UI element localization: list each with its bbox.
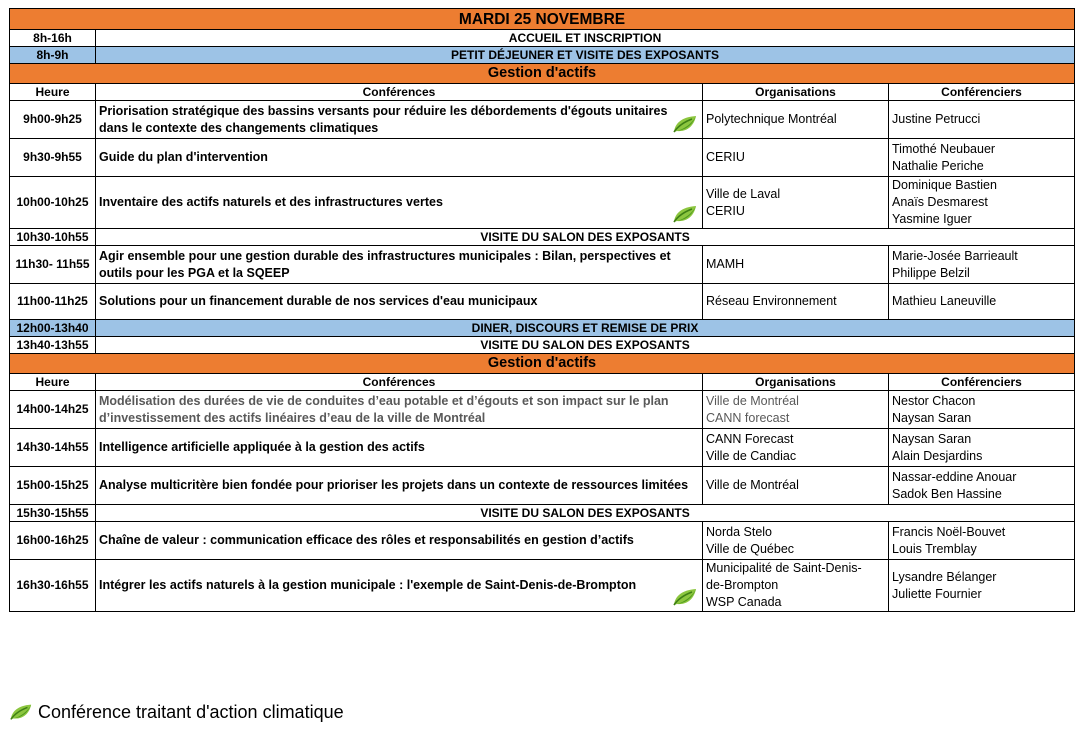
organisation: WSP Canada	[706, 595, 782, 609]
header-conferences: Conférences	[96, 374, 703, 391]
section-title-row	[10, 64, 1075, 84]
event-time: 15h30-15h55	[10, 505, 96, 522]
talk-time: 14h30-14h55	[10, 429, 96, 467]
legend-text: Conférence traitant d'action climatique	[38, 701, 344, 722]
talk-title: Intégrer les actifs naturels à la gestion municipale : l'exemple de Saint-Denis-de-Brompton	[99, 578, 637, 592]
header-conferences: Conférences	[96, 84, 703, 101]
talk-title-cell	[96, 284, 703, 320]
speaker: Francis Noël-Bouvet	[892, 524, 1006, 539]
event-time: 8h-9h	[10, 47, 96, 64]
event-row	[10, 47, 1075, 64]
event-row	[10, 337, 1075, 354]
organisations-cell	[703, 560, 889, 612]
event-label: VISITE DU SALON DES EXPOSANTS	[96, 337, 1075, 354]
section-title: Gestion d'actifs	[10, 354, 1075, 374]
event-label: VISITE DU SALON DES EXPOSANTS	[96, 229, 1075, 246]
talk-title-cell	[96, 101, 703, 139]
talk-time: 11h30- 11h55	[10, 246, 96, 284]
talk-row	[10, 467, 1075, 505]
speaker: Yasmine Iguer	[892, 212, 972, 226]
organisations-cell	[703, 139, 889, 177]
talk-title: Guide du plan d'intervention	[99, 150, 268, 164]
talk-row	[10, 177, 1075, 229]
schedule-body	[10, 9, 1075, 612]
organisations-cell	[703, 177, 889, 229]
talk-time: 14h00-14h25	[10, 391, 96, 429]
speaker: Naysan Saran	[892, 431, 972, 446]
organisation: Ville de Laval	[706, 186, 781, 201]
event-time: 10h30-10h55	[10, 229, 96, 246]
schedule-table	[9, 8, 1075, 612]
talk-row	[10, 284, 1075, 320]
speakers-cell	[889, 101, 1075, 139]
talk-title: Priorisation stratégique des bassins versants pour réduire les débordements d'égouts unitaires dans le contexte des changements climatiques	[99, 103, 668, 135]
speaker: Nathalie Periche	[892, 158, 984, 173]
organisation: CERIU	[706, 203, 745, 218]
talk-row	[10, 429, 1075, 467]
speakers-cell	[889, 467, 1075, 505]
talk-row	[10, 139, 1075, 177]
leaf-icon	[672, 114, 698, 134]
speakers-cell	[889, 284, 1075, 320]
organisation: Ville de Montréal	[706, 478, 799, 492]
talk-title: Agir ensemble pour une gestion durable des infrastructures municipales : Bilan, perspectives et outils pour les PGA et la SQEEP	[99, 248, 671, 280]
speaker: Naysan Saran	[892, 410, 972, 425]
talk-row	[10, 522, 1075, 560]
column-header-row	[10, 374, 1075, 391]
talk-title: Chaîne de valeur : communication efficace des rôles et responsabilités en gestion d’actifs	[99, 533, 634, 547]
talk-row	[10, 560, 1075, 612]
day-title: MARDI 25 NOVEMBRE	[10, 9, 1075, 30]
header-organisations: Organisations	[703, 84, 889, 101]
talk-title-cell	[96, 560, 703, 612]
organisation: Ville de Québec	[706, 541, 795, 556]
talk-title-cell	[96, 429, 703, 467]
speaker: Alain Desjardins	[892, 448, 983, 463]
talk-title-cell	[96, 467, 703, 505]
organisation: Ville de Candiac	[706, 448, 797, 463]
organisation: Municipalité de Saint-Denis-	[706, 561, 862, 575]
event-label: ACCUEIL ET INSCRIPTION	[96, 30, 1075, 47]
event-row	[10, 30, 1075, 47]
leaf-icon	[672, 587, 698, 607]
column-header-row	[10, 84, 1075, 101]
event-time: 8h-16h	[10, 30, 96, 47]
organisations-cell	[703, 284, 889, 320]
talk-time: 9h00-9h25	[10, 101, 96, 139]
header-speakers: Conférenciers	[889, 374, 1075, 391]
organisations-cell	[703, 467, 889, 505]
talk-title: Intelligence artificielle appliquée à la gestion des actifs	[99, 440, 425, 454]
organisation: CANN forecast	[706, 410, 790, 425]
organisation: CANN Forecast	[706, 431, 794, 446]
talk-time: 15h00-15h25	[10, 467, 96, 505]
talk-title-cell	[96, 177, 703, 229]
talk-time: 9h30-9h55	[10, 139, 96, 177]
talk-title-cell	[96, 139, 703, 177]
header-hour: Heure	[10, 84, 96, 101]
header-speakers: Conférenciers	[889, 84, 1075, 101]
event-row	[10, 229, 1075, 246]
speakers-cell	[889, 560, 1075, 612]
organisation: de-Brompton	[706, 578, 779, 592]
speaker: Mathieu Laneuville	[892, 294, 997, 308]
talk-row	[10, 391, 1075, 429]
organisation: Ville de Montréal	[706, 393, 799, 408]
event-time: 13h40-13h55	[10, 337, 96, 354]
speaker: Juliette Fournier	[892, 586, 982, 601]
talk-row	[10, 246, 1075, 284]
header-organisations: Organisations	[703, 374, 889, 391]
speaker: Marie-Josée Barrieault	[892, 248, 1018, 263]
speakers-cell	[889, 177, 1075, 229]
talk-title: Solutions pour un financement durable de nos services d'eau municipaux	[99, 294, 538, 308]
speaker: Philippe Belzil	[892, 265, 970, 280]
event-time: 12h00-13h40	[10, 320, 96, 337]
talk-title-cell	[96, 246, 703, 284]
speaker: Sadok Ben Hassine	[892, 486, 1002, 501]
event-label: PETIT DÉJEUNER ET VISITE DES EXPOSANTS	[96, 47, 1075, 64]
event-label: DINER, DISCOURS ET REMISE DE PRIX	[96, 320, 1075, 337]
organisation: CERIU	[706, 150, 745, 164]
speaker: Timothé Neubauer	[892, 141, 996, 156]
organisation: Polytechnique Montréal	[706, 112, 837, 126]
organisations-cell	[703, 101, 889, 139]
header-hour: Heure	[10, 374, 96, 391]
speakers-cell	[889, 246, 1075, 284]
organisations-cell	[703, 429, 889, 467]
legend	[9, 699, 344, 725]
speaker: Lysandre Bélanger	[892, 569, 997, 584]
speaker: Dominique Bastien	[892, 178, 997, 192]
organisations-cell	[703, 522, 889, 560]
talk-title-cell	[96, 391, 703, 429]
speaker: Justine Petrucci	[892, 112, 981, 126]
talk-row	[10, 101, 1075, 139]
event-label: VISITE DU SALON DES EXPOSANTS	[96, 505, 1075, 522]
talk-time: 11h00-11h25	[10, 284, 96, 320]
leaf-icon	[9, 702, 33, 722]
organisations-cell	[703, 246, 889, 284]
day-title-row	[10, 9, 1075, 30]
talk-time: 10h00-10h25	[10, 177, 96, 229]
talk-title: Analyse multicritère bien fondée pour prioriser les projets dans un contexte de ressources limitées	[99, 478, 689, 492]
speakers-cell	[889, 429, 1075, 467]
talk-title: Modélisation des durées de vie de conduites d’eau potable et d’égouts et son impact sur le plan d’investissement des actifs linéaires d’eau de la ville de Montréal	[99, 393, 669, 425]
section-title: Gestion d'actifs	[10, 64, 1075, 84]
speakers-cell	[889, 522, 1075, 560]
speaker: Nestor Chacon	[892, 393, 976, 408]
organisations-cell	[703, 391, 889, 429]
speaker: Nassar-eddine Anouar	[892, 469, 1017, 484]
speaker: Anaïs Desmarest	[892, 195, 988, 209]
organisation: Norda Stelo	[706, 524, 773, 539]
event-row	[10, 320, 1075, 337]
talk-title-cell	[96, 522, 703, 560]
speaker: Louis Tremblay	[892, 541, 977, 556]
speakers-cell	[889, 139, 1075, 177]
organisation: Réseau Environnement	[706, 294, 837, 308]
organisation: MAMH	[706, 257, 745, 271]
talk-title: Inventaire des actifs naturels et des infrastructures vertes	[99, 195, 443, 209]
section-title-row	[10, 354, 1075, 374]
event-row	[10, 505, 1075, 522]
speakers-cell	[889, 391, 1075, 429]
talk-time: 16h30-16h55	[10, 560, 96, 612]
leaf-icon	[672, 204, 698, 224]
talk-time: 16h00-16h25	[10, 522, 96, 560]
